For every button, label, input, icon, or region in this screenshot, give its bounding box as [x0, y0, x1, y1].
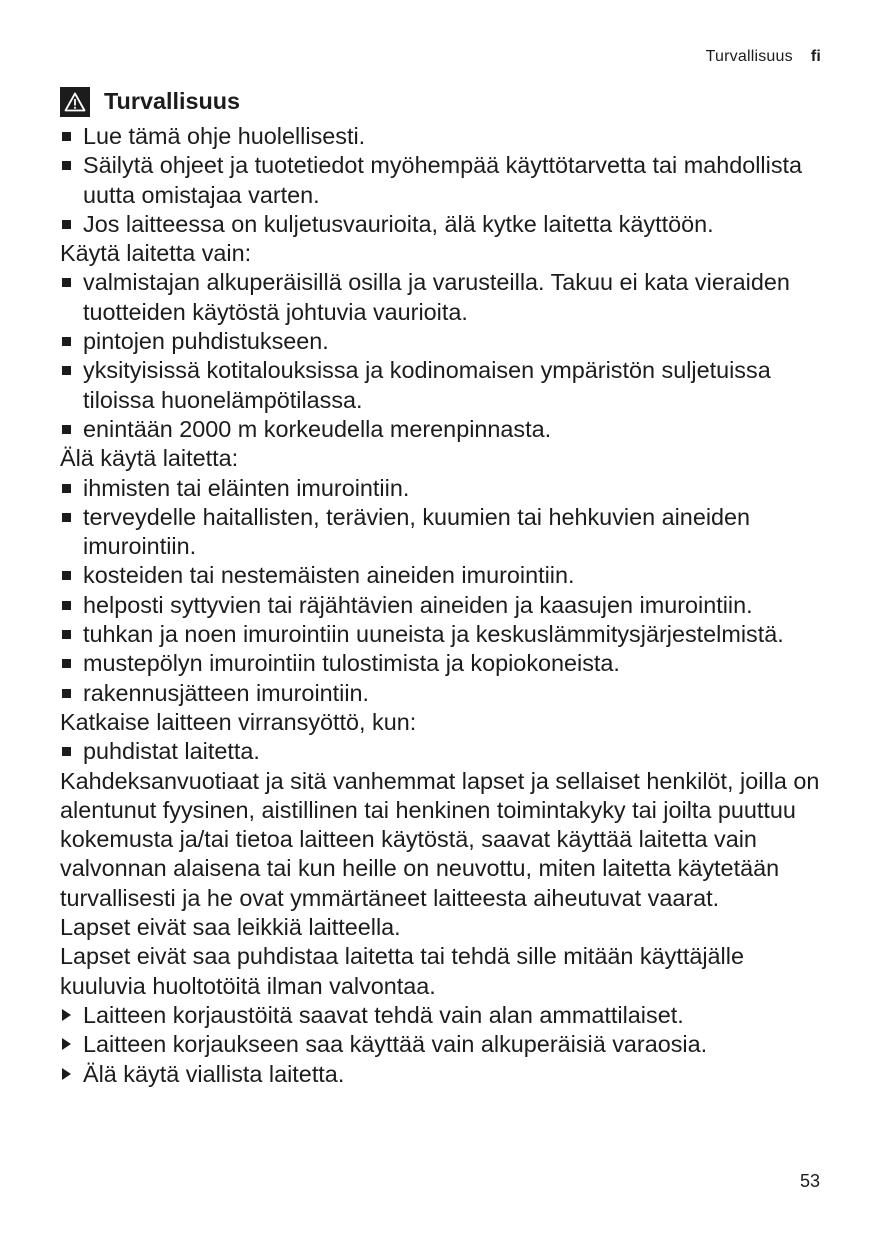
section-title: Turvallisuus — [104, 88, 241, 115]
square-bullet-icon — [62, 220, 71, 229]
bullet-text: ihmisten tai eläinten imurointiin. — [83, 474, 410, 501]
bullet-item — [60, 503, 830, 562]
bullet-item — [60, 649, 830, 678]
page-number: 53 — [800, 1171, 821, 1191]
square-bullet-icon — [62, 366, 71, 375]
bullet-text: Lue tämä ohje huolellisesti. — [83, 123, 366, 149]
bullet-text: kosteiden tai nestemäisten aineiden imurointiin. — [83, 562, 575, 589]
paragraph: Katkaise laitteen virransyöttö, kun: — [60, 708, 417, 735]
bullet-item — [60, 591, 830, 620]
paragraph: Kahdeksanvuotiaat ja sitä vanhemmat lapset ja sellaiset henkilöt, joilla on alentunut fyysinen, aistillinen tai henkinen toimintakyky tai joilta puuttuu kokemusta ja/tai tietoa laitteen käytöstä, saavat käyttää laitetta vain valvonnan alaisena tai kun heille on neuvottu, miten laitetta käytetään turvallisesti ja he ovat ymmärtäneet laitteesta aiheutuvat vaarat. — [60, 767, 820, 911]
bullet-text: Jos laitteessa on kuljetusvaurioita, älä kytke laitetta käyttöön. — [83, 210, 714, 237]
bullet-item — [60, 679, 830, 708]
paragraph: Älä käytä laitetta: — [60, 445, 239, 472]
bullet-text: puhdistat laitetta. — [83, 738, 260, 765]
square-bullet-icon — [62, 601, 71, 610]
header-language: fi — [810, 48, 821, 65]
bullet-text: rakennusjätteen imurointiin. — [83, 679, 370, 706]
square-bullet-icon — [62, 337, 71, 346]
square-bullet-icon — [62, 161, 71, 170]
triangle-arrow-icon — [62, 1009, 71, 1021]
bullet-text: enintään 2000 m korkeudella merenpinnasta. — [83, 415, 552, 442]
section-heading — [60, 86, 830, 118]
safety-content — [60, 122, 830, 1089]
square-bullet-icon — [62, 132, 71, 141]
instruction-step — [60, 1030, 830, 1059]
safety-section — [60, 86, 830, 1089]
bullet-item — [60, 561, 830, 590]
bullet-item — [60, 327, 830, 356]
instruction-step — [60, 1001, 830, 1030]
square-bullet-icon — [62, 425, 71, 434]
square-bullet-icon — [62, 747, 71, 756]
bullet-text: mustepölyn imurointiin tulostimista ja kopiokoneista. — [83, 650, 620, 677]
bullet-item — [60, 474, 830, 503]
instruction-step — [60, 1060, 830, 1089]
bullet-text: helposti syttyvien tai räjähtävien aineiden ja kaasujen imurointiin. — [83, 591, 753, 618]
bullet-text: tuhkan ja noen imurointiin uuneista ja keskuslämmitysjärjestelmistä. — [83, 621, 784, 648]
bullet-text: Säilytä ohjeet ja tuotetiedot myöhempää käyttötarvetta tai mahdollista uutta omistajaa varten. — [83, 152, 803, 208]
bullet-item — [60, 356, 830, 415]
step-text: Laitteen korjaukseen saa käyttää vain alkuperäisiä varaosia. — [83, 1031, 708, 1058]
bullet-item — [60, 737, 830, 766]
bullet-item — [60, 151, 830, 210]
step-text: Älä käytä viallista laitetta. — [83, 1060, 345, 1087]
square-bullet-icon — [62, 630, 71, 639]
square-bullet-icon — [62, 571, 71, 580]
bullet-item — [60, 210, 830, 239]
square-bullet-icon — [62, 278, 71, 287]
bullet-text: yksityisissä kotitalouksissa ja kodinomaisen ympäristön suljetuissa tiloissa huonelämpötilassa. — [83, 357, 771, 413]
triangle-arrow-icon — [62, 1068, 71, 1080]
bullet-text: pintojen puhdistukseen. — [83, 328, 329, 355]
square-bullet-icon — [62, 689, 71, 698]
bullet-item — [60, 620, 830, 649]
step-text: Laitteen korjaustöitä saavat tehdä vain alan ammattilaiset. — [83, 1001, 684, 1028]
bullet-item — [60, 268, 830, 327]
square-bullet-icon — [62, 513, 71, 522]
paragraph: Käytä laitetta vain: — [60, 240, 252, 267]
paragraph: Lapset eivät saa puhdistaa laitetta tai tehdä sille mitään käyttäjälle kuuluvia huoltotöitä ilman valvontaa. — [60, 943, 744, 999]
header-section: Turvallisuus — [705, 48, 793, 65]
paragraph: Lapset eivät saa leikkiä laitteella. — [60, 914, 401, 941]
bullet-text: valmistajan alkuperäisillä osilla ja varusteilla. Takuu ei kata vieraiden tuotteiden käytöstä johtuvia vaurioita. — [83, 269, 790, 325]
warning-triangle-icon — [60, 87, 90, 117]
square-bullet-icon — [62, 484, 71, 493]
triangle-arrow-icon — [62, 1038, 71, 1050]
running-header — [706, 48, 821, 66]
bullet-text: terveydelle haitallisten, terävien, kuumien tai hehkuvien aineiden imurointiin. — [83, 503, 751, 560]
bullet-item — [60, 122, 830, 151]
bullet-item — [60, 415, 830, 444]
square-bullet-icon — [62, 659, 71, 668]
